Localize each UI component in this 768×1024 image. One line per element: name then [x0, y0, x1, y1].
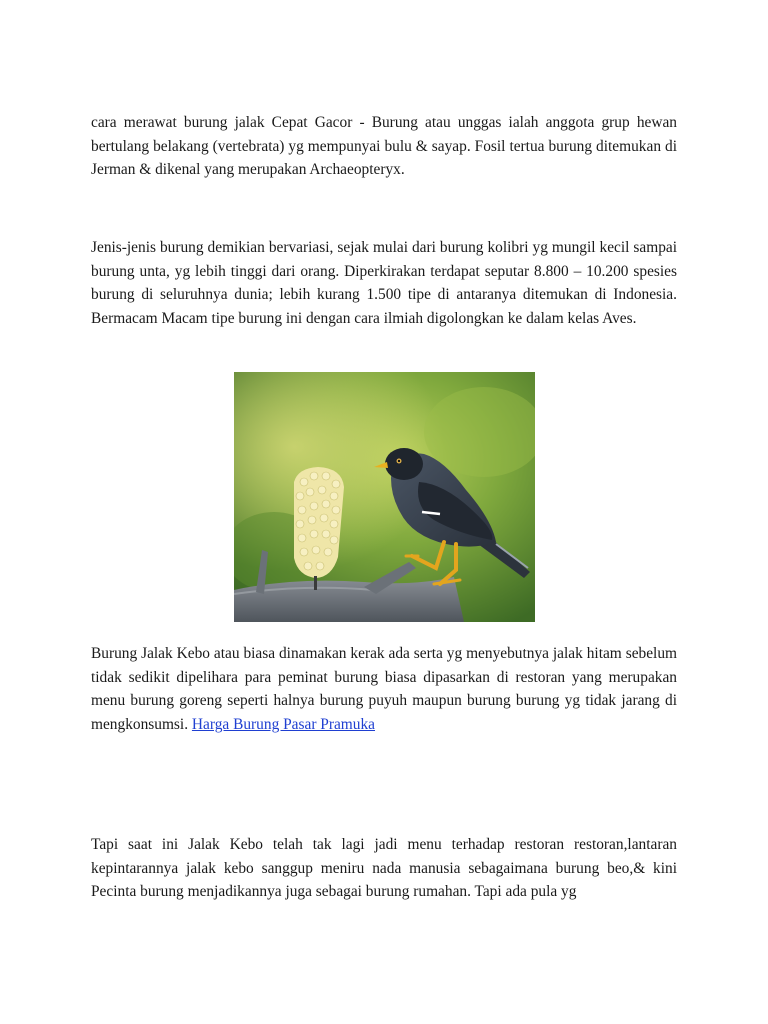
- paragraph-bird-types: Jenis-jenis burung demikian bervariasi, sejak mulai dari burung kolibri yg mungil kecil sampai burung unta, yg lebih tinggi dari orang. Diperkirakan terdapat seputar 8.800 – 10.200 spesies burung di seluruhnya dunia; lebih kurang 1.500 tipe di antaranya ditemukan di Indonesia. Bermacam Macam tipe burung ini dengan cara ilmiah digolongkan ke dalam kelas Aves.: [91, 239, 677, 327]
- bird-photo: [234, 372, 535, 622]
- harga-burung-link[interactable]: Harga Burung Pasar Pramuka: [191, 715, 376, 733]
- paragraph-jalak-kebo-today: Tapi saat ini Jalak Kebo telah tak lagi jadi menu terhadap restoran restoran,lantaran kepintarannya jalak kebo sanggup meniru nada manusia sebagaimana burung beo,& kini Pecinta burung menjadikannya juga sebagai burung rumahan. Tapi ada pula yg: [91, 836, 677, 901]
- paragraph-jalak-kebo: [91, 642, 677, 736]
- paragraph-jalak-kebo-text: Burung Jalak Kebo atau biasa dinamakan kerak ada serta yg menyebutnya jalak hitam sebelum tidak sedikit dipelihara para peminat burung biasa dipasarkan di restoran yang merupakan menu burung goreng seperti halnya burung puyuh maupun burung burung yg tidak jarang di mengkonsumsi.: [91, 645, 677, 733]
- paragraph-intro: cara merawat burung jalak Cepat Gacor - Burung atau unggas ialah anggota grup hewan bertulang belakang (vertebrata) yg mempunyai bulu & sayap. Fosil tertua burung ditemukan di Jerman & dikenal yang merupakan Archaeopteryx.: [91, 114, 677, 179]
